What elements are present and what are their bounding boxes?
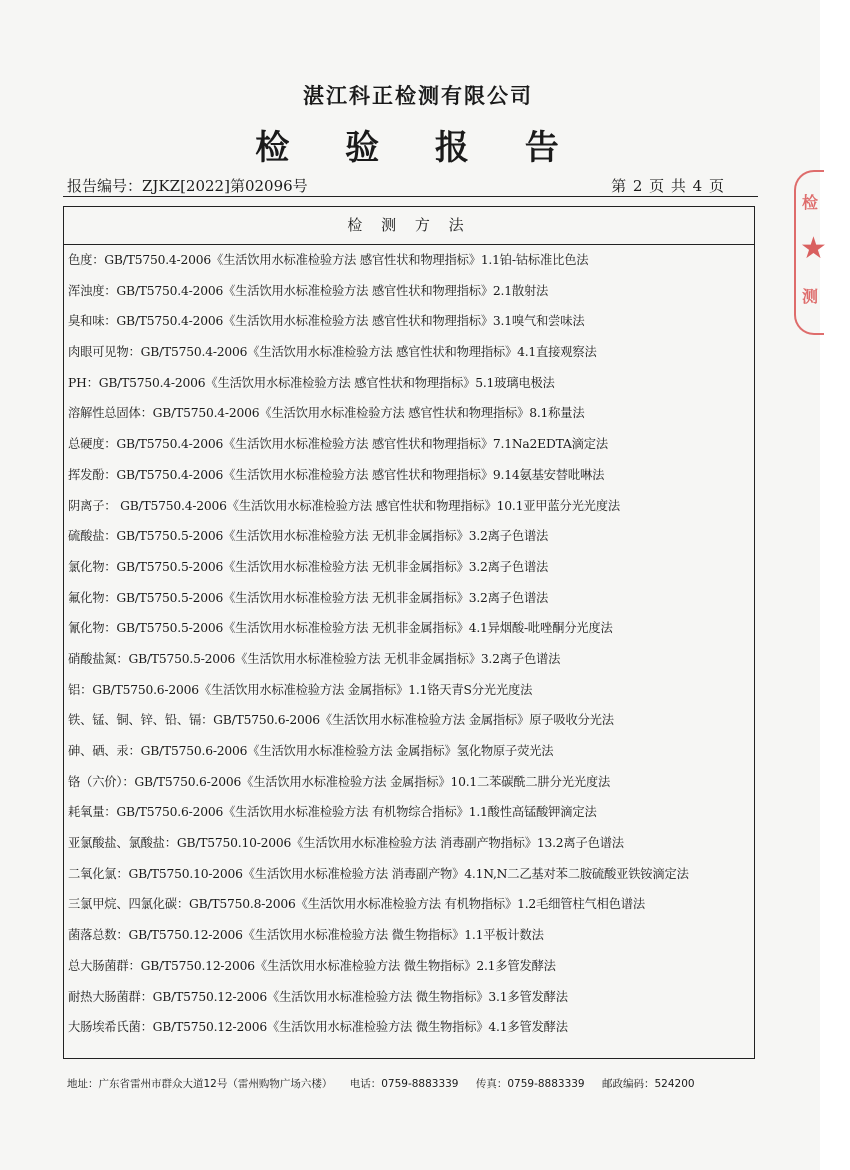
footer-fax: 传真：0759-8883339: [475, 1078, 585, 1090]
method-row: 铁、锰、铜、锌、铅、镉：GB/T5750.6-2006《生活饮用水标准检验方法 金属指标》原子吸收分光法: [68, 713, 614, 728]
method-row: 二氧化氯：GB/T5750.10-2006《生活饮用水标准检验方法 消毒副产物》4.1N,N二乙基对苯二胺硫酸亚铁铵滴定法: [68, 866, 689, 881]
method-row: 阴离子： GB/T5750.4-2006《生活饮用水标准检验方法 感官性状和物理指标》10.1亚甲蓝分光光度法: [68, 498, 620, 513]
method-row: 色度：GB/T5750.4-2006《生活饮用水标准检验方法 感官性状和物理指标》1.1铂-钴标准比色法: [68, 253, 589, 267]
method-row: PH：GB/T5750.4-2006《生活饮用水标准检验方法 感官性状和物理指标》5.1玻璃电极法: [68, 375, 555, 390]
method-row: 亚氯酸盐、氯酸盐：GB/T5750.10-2006《生活饮用水标准检验方法 消毒副产物指标》13.2离子色谱法: [68, 836, 624, 851]
methods-table: [63, 206, 755, 1059]
method-row: 硝酸盐氮：GB/T5750.5-2006《生活饮用水标准检验方法 无机非金属指标》3.2离子色谱法: [68, 651, 561, 666]
footer-postcode: 邮政编码：524200: [601, 1078, 695, 1090]
seal-char-top: 检: [802, 193, 819, 212]
footer-phone: 电话：0759-8883339: [349, 1078, 459, 1090]
method-row: 菌落总数：GB/T5750.12-2006《生活饮用水标准检验方法 微生物指标》1.1平板计数法: [68, 928, 544, 943]
methods-list: [64, 245, 754, 1043]
method-row: 三氯甲烷、四氯化碳：GB/T5750.8-2006《生活饮用水标准检验方法 有机物指标》1.2毛细管柱气相色谱法: [68, 897, 645, 912]
method-row: 耗氧量：GB/T5750.6-2006《生活饮用水标准检验方法 有机物综合指标》1.1酸性高锰酸钾滴定法: [68, 805, 597, 820]
method-row: 氯化物：GB/T5750.5-2006《生活饮用水标准检验方法 无机非金属指标》3.2离子色谱法: [68, 559, 549, 574]
footer: [67, 1076, 757, 1091]
method-row: 臭和味：GB/T5750.4-2006《生活饮用水标准检验方法 感官性状和物理指标》3.1嗅气和尝味法: [68, 314, 585, 329]
report-number: 报告编号：ZJKZ[2022]第02096号: [67, 177, 308, 195]
method-row: 铝：GB/T5750.6-2006《生活饮用水标准检验方法 金属指标》1.1铬天青S分光光度法: [68, 682, 533, 697]
scan-margin: [820, 0, 850, 1170]
seal-char-bottom: 测: [802, 287, 819, 306]
report-title: 检 验 报 告: [255, 128, 581, 168]
method-row: 耐热大肠菌群：GB/T5750.12-2006《生活饮用水标准检验方法 微生物指标》3.1多管发酵法: [68, 989, 568, 1004]
header-divider: [63, 196, 758, 197]
method-row: 溶解性总固体：GB/T5750.4-2006《生活饮用水标准检验方法 感官性状和物理指标》8.1称量法: [68, 406, 585, 421]
method-row: 氟化物：GB/T5750.5-2006《生活饮用水标准检验方法 无机非金属指标》3.2离子色谱法: [68, 590, 549, 605]
method-row: 挥发酚：GB/T5750.4-2006《生活饮用水标准检验方法 感官性状和物理指标》9.14氨基安替吡啉法: [68, 467, 605, 482]
page-indicator: 第 2 页 共 4 页: [611, 177, 725, 195]
method-row: 硫酸盐：GB/T5750.5-2006《生活饮用水标准检验方法 无机非金属指标》3.2离子色谱法: [68, 529, 549, 544]
seal-star-icon: ★: [800, 231, 827, 266]
footer-address: 地址：广东省雷州市群众大道12号（雷州购物广场六楼）: [67, 1078, 333, 1090]
method-row: 氰化物：GB/T5750.5-2006《生活饮用水标准检验方法 无机非金属指标》4.1异烟酸-吡唑酮分光度法: [68, 621, 613, 636]
method-row: 大肠埃希氏菌：GB/T5750.12-2006《生活饮用水标准检验方法 微生物指标》4.1多管发酵法: [68, 1020, 568, 1035]
method-row: 总硬度：GB/T5750.4-2006《生活饮用水标准检验方法 感官性状和物理指标》7.1Na2EDTA滴定法: [68, 437, 608, 452]
method-row: 总大肠菌群：GB/T5750.12-2006《生活饮用水标准检验方法 微生物指标》2.1多管发酵法: [68, 958, 556, 973]
company-name: 湛江科正检测有限公司: [303, 84, 533, 108]
method-row: 浑浊度：GB/T5750.4-2006《生活饮用水标准检验方法 感官性状和物理指标》2.1散射法: [68, 283, 549, 298]
method-row: 砷、硒、汞：GB/T5750.6-2006《生活饮用水标准检验方法 金属指标》氢化物原子荧光法: [68, 744, 554, 758]
method-row: 肉眼可见物：GB/T5750.4-2006《生活饮用水标准检验方法 感官性状和物理指标》4.1直接观察法: [68, 345, 597, 360]
method-row: 铬（六价）：GB/T5750.6-2006《生活饮用水标准检验方法 金属指标》10.1二苯碳酰二肼分光光度法: [68, 774, 611, 789]
seal-stamp: [794, 170, 827, 335]
methods-table-heading: 检 测 方 法: [64, 207, 754, 245]
